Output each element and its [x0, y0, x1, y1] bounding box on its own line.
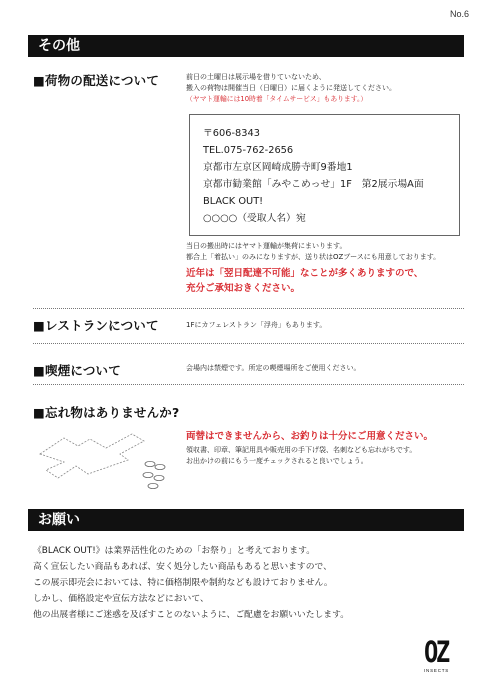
shipping-pickup-text — [186, 241, 440, 263]
divider — [33, 343, 464, 344]
address-postal: 〒606-8343 — [203, 128, 260, 139]
coins-icon — [143, 461, 165, 488]
logo-mark: OZ — [424, 635, 448, 669]
address-tel: TEL.075-762-2656 — [203, 145, 294, 156]
shipping-address-box — [189, 114, 460, 236]
section-banner-request: お願い — [28, 509, 464, 531]
address-venue: 京都市勧業館「みやこめっせ」1F 第2展示場A面 — [203, 179, 424, 190]
shipping-warning-line: 充分ご承知おきください。 — [186, 283, 301, 294]
request-line: この展示即売会においては、特に価格制限や制約なども設けておりません。 — [33, 578, 333, 588]
lost-items-line: 領収書、印章、筆記用具や販売用の手下げ袋、名刺なども忘れがちです。 — [186, 446, 417, 454]
address-recipient: ○○○○（受取人名）宛 — [203, 213, 306, 224]
change-warning: 両替はできませんから、お釣りは十分にご用意ください。 — [186, 431, 434, 442]
address-event: BLACK OUT! — [203, 196, 264, 207]
shipping-intro-line: 前日の土曜日は展示場を借りていないため、 — [186, 73, 326, 81]
shipping-warning — [186, 266, 423, 296]
bag-and-coins-illustration — [36, 422, 186, 500]
shopping-bag-icon — [40, 434, 144, 478]
shipping-intro-line: 搬入の荷物は開催当日（日曜日）に届くように発送してください。 — [186, 84, 396, 92]
logo-subtext: INSECTS — [424, 668, 450, 673]
section-banner-other: その他 — [28, 35, 464, 57]
shipping-time-service-note: （ヤマト運輸には10時着「タイムサービス」もあります。） — [186, 95, 368, 103]
page-number: No.6 — [449, 9, 469, 19]
request-line: しかし、価格設定や宣伝方法などにおいて、 — [33, 594, 209, 604]
smoking-text: 会場内は禁煙です。所定の喫煙場所をご使用ください。 — [186, 364, 361, 372]
pickup-line: 都合上「着払い」のみになりますが、送り状はOZブースにも用意しております。 — [186, 253, 441, 261]
lost-items-text — [186, 445, 416, 467]
lost-items-line: お出かけの前にもう一度チェックされると良いでしょう。 — [186, 457, 368, 465]
restaurant-heading: ■レストランについて — [33, 318, 159, 333]
shipping-heading: ■荷物の配送について — [33, 73, 160, 88]
request-line: 他の出展者様にご迷惑を及ぼすことのないように、ご配慮をお願いいたします。 — [33, 610, 349, 620]
restaurant-text: 1Fにカフェレストラン「浮舟」もあります。 — [186, 321, 327, 329]
smoking-heading: ■喫煙について — [33, 363, 121, 378]
address-street: 京都市左京区岡崎成勝寺町9番地1 — [203, 162, 353, 173]
shipping-warning-line: 近年は「翌日配達不可能」なことが多くありますので、 — [186, 268, 424, 279]
oz-insects-logo — [424, 637, 460, 677]
request-text — [33, 543, 349, 623]
shipping-intro — [186, 72, 396, 105]
divider — [33, 384, 464, 385]
lost-items-heading: ■忘れ物はありませんか? — [33, 405, 180, 420]
divider — [33, 308, 464, 309]
pickup-line: 当日の搬出時にはヤマト運輸が集荷にまいります。 — [186, 242, 347, 250]
request-line: 《BLACK OUT!》は業界活性化のための「お祭り」と考えております。 — [33, 546, 315, 556]
request-line: 高く宣伝したい商品もあれば、安く処分したい商品もあると思いますので、 — [33, 562, 332, 572]
